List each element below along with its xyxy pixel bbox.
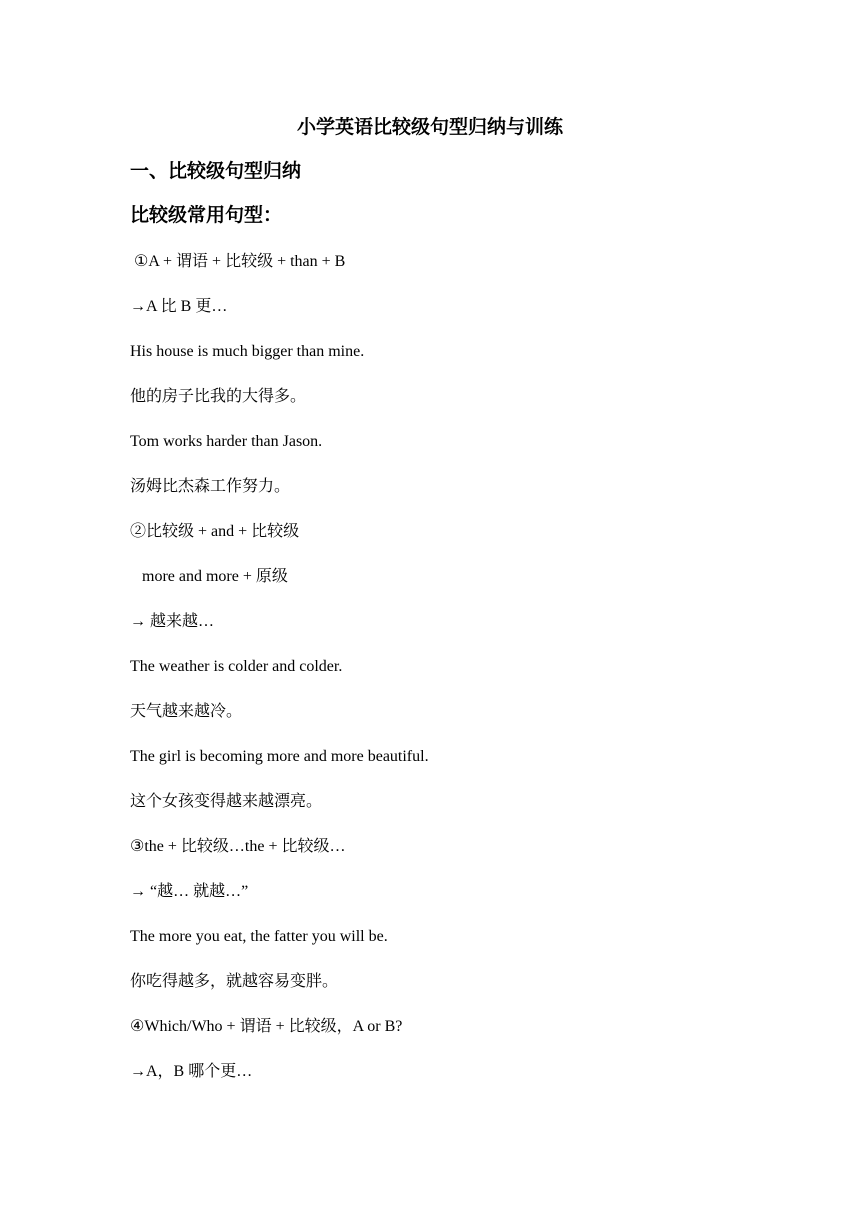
subsection-heading: 比较级常用句型： [130,205,283,226]
pattern-3-example-zh: 你吃得越多，就越容易变胖。 [130,973,339,990]
pattern-3-example-en: The more you eat, the fatter you will be. [130,928,388,945]
pattern-2-formula-alt: more and more + 原级 [130,568,288,585]
section-heading: 一、比较级句型归纳 [130,161,302,182]
pattern-1-formula: ①A + 谓语 + 比较级 + than + B [130,253,346,270]
pattern-2-example-1-en: The weather is colder and colder. [130,658,343,675]
pattern-3-meaning: → “越… 就越…” [130,883,249,900]
pattern-1-meaning: →A 比 B 更… [130,298,228,315]
pattern-2-meaning: → 越来越… [130,613,215,630]
pattern-1-example-1-en: His house is much bigger than mine. [130,343,365,360]
document-title: 小学英语比较级句型归纳与训练 [296,117,563,138]
pattern-1-example-2-zh: 汤姆比杰森工作努力。 [130,478,291,495]
pattern-2-example-2-en: The girl is becoming more and more beautiful. [130,748,429,765]
pattern-2-example-1-zh: 天气越来越冷。 [130,703,243,720]
pattern-1-example-2-en: Tom works harder than Jason. [130,433,323,450]
pattern-1-example-1-zh: 他的房子比我的大得多。 [130,388,307,405]
pattern-3-formula: ③the + 比较级…the + 比较级… [130,838,346,855]
pattern-2-example-2-zh: 这个女孩变得越来越漂亮。 [130,793,323,810]
pattern-4-meaning: →A，B 哪个更… [130,1063,253,1080]
pattern-2-formula: ②比较级 + and + 比较级 [130,523,300,540]
pattern-4-formula: ④Which/Who + 谓语 + 比较级，A or B? [130,1018,403,1035]
